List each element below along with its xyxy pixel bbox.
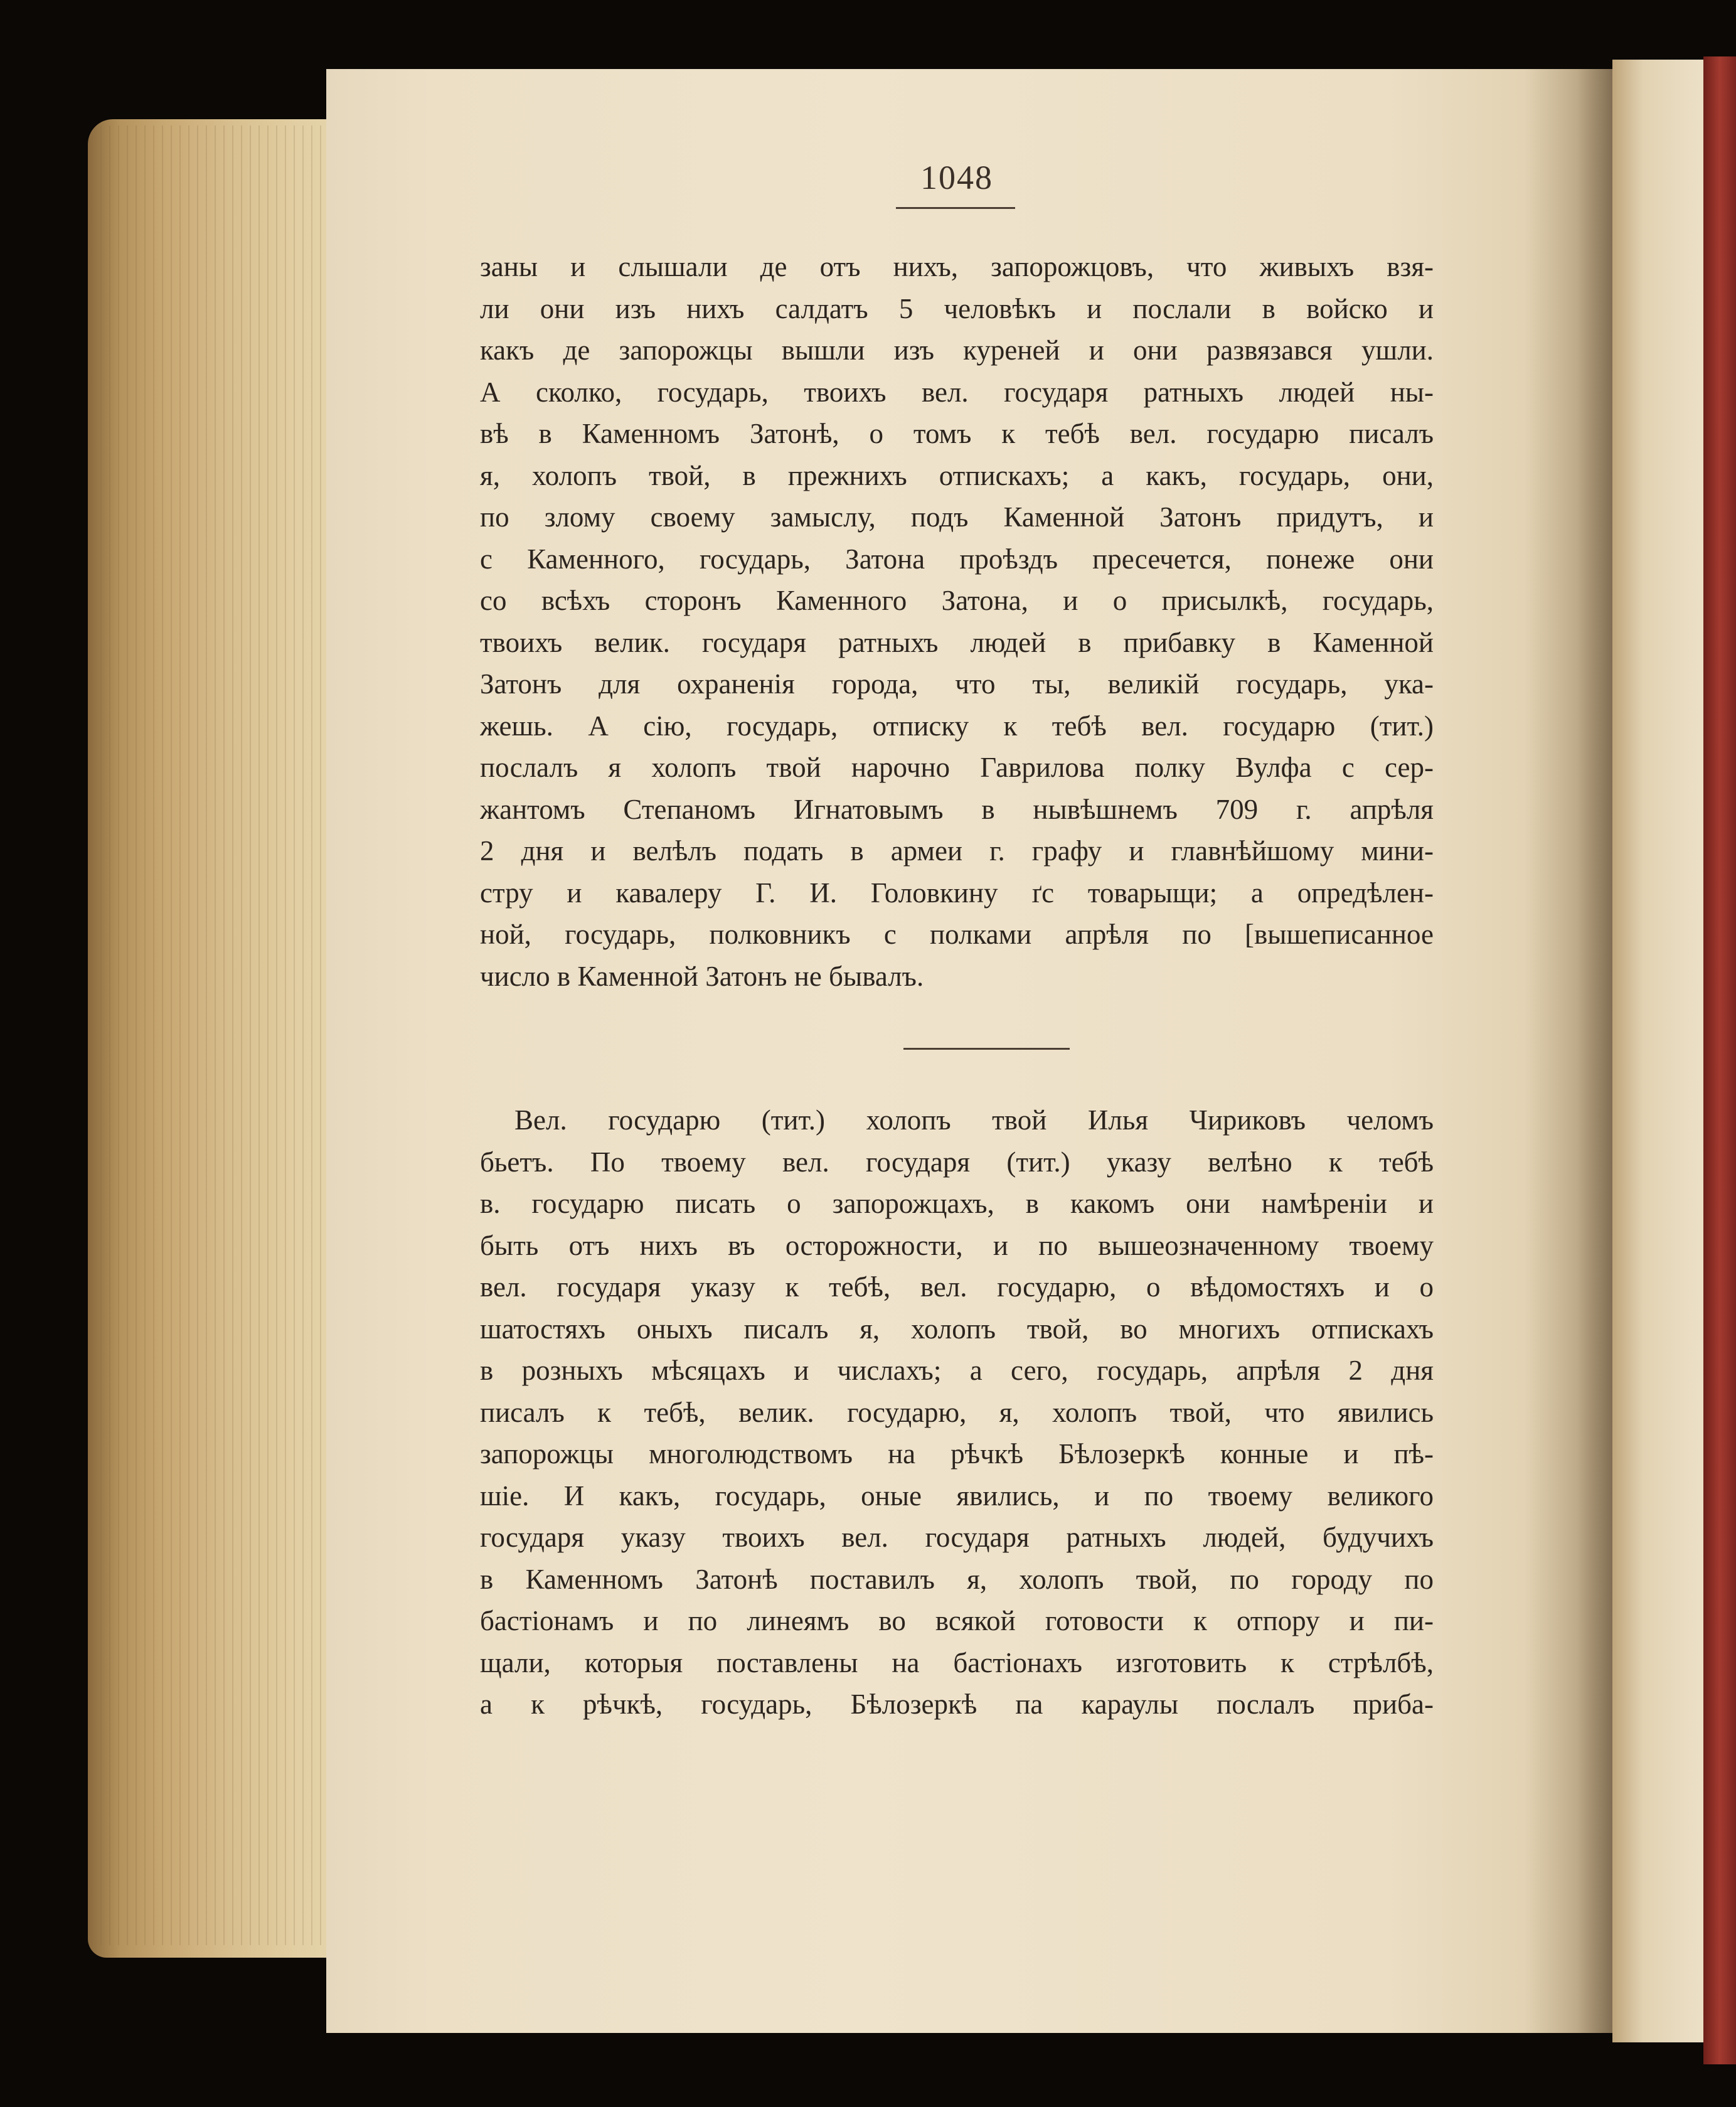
text-line: Вел. государю (тит.) холопъ твой Илья Чириковъ челомъ	[514, 1104, 1434, 1136]
page-number-rule	[896, 207, 1015, 209]
text-line: 2 дня и велѣлъ подать в армеи г. графу и главнѣйшому мини-	[480, 835, 1434, 867]
red-binding	[1703, 56, 1736, 2064]
text-line: быть отъ нихъ въ осторожности, и по вышеозначенному твоему	[480, 1229, 1434, 1261]
text-line: со всѣхъ сторонъ Каменного Затона, и о присылкѣ, государь,	[480, 585, 1434, 616]
page-gutter-shadow	[1525, 69, 1612, 2033]
text-line: в Каменномъ Затонѣ поставилъ я, холопъ твой, по городу по	[480, 1563, 1434, 1595]
text-line: твоихъ велик. государя ратныхъ людей в прибавку в Каменной	[480, 626, 1434, 658]
text-line: А сколко, государь, твоихъ вел. государя ратныхъ людей ны-	[480, 376, 1434, 408]
text-line: шіе. И какъ, государь, оные явились, и по твоему великого	[480, 1480, 1434, 1512]
text-line: заны и слышали де отъ нихъ, запорожцовъ, что живыхъ взя-	[480, 251, 1434, 282]
text-line: жантомъ Степаномъ Игнатовымъ в нывѣшнемъ 709 г. апрѣля	[480, 793, 1434, 825]
text-line: бьетъ. По твоему вел. государя (тит.) указу велѣно к тебѣ	[480, 1146, 1434, 1178]
page-edge-lines	[100, 125, 339, 1945]
text-line: ной, государь, полковникъ с полками апрѣля по [вышеписанное	[480, 919, 1434, 950]
text-line: щали, которыя поставлены на бастіонахъ изготовить к стрѣлбѣ,	[480, 1646, 1434, 1678]
text-line: какъ де запорожцы вышли изъ куреней и они развязався ушли.	[480, 334, 1434, 366]
text-line: запорожцы многолюдствомъ на рѣчкѣ Бѣлозеркѣ конные и пѣ-	[480, 1438, 1434, 1470]
text-line: Затонъ для охраненія города, что ты, великій государь, ука-	[480, 668, 1434, 700]
text-line: жешь. А сію, государь, отписку к тебѣ вел. государю (тит.)	[480, 710, 1434, 742]
text-line: вел. государя указу к тебѣ, вел. государю, о вѣдомостяхъ и о	[480, 1271, 1434, 1303]
text-line: стру и кавалеру Г. И. Головкину ґс товарыщи; а опредѣлен-	[480, 877, 1434, 909]
text-line: вѣ в Каменномъ Затонѣ, о томъ к тебѣ вел. государю писалъ	[480, 418, 1434, 449]
section-separator	[903, 1048, 1070, 1050]
text-line: по злому своему замыслу, подъ Каменной Затонъ придутъ, и	[480, 501, 1434, 533]
text-line: в. государю писать о запорожцахъ, в какомъ они намѣреніи и	[480, 1188, 1434, 1219]
paragraph-continued	[480, 246, 1434, 997]
paragraph-letter	[480, 1099, 1434, 1726]
text-line: число в Каменной Затонъ не бывалъ.	[480, 960, 924, 992]
text-line: писалъ к тебѣ, велик. государю, я, холопъ твой, что явились	[480, 1396, 1434, 1428]
text-line: государя указу твоихъ вел. государя ратныхъ людей, будучихъ	[480, 1522, 1434, 1553]
text-line: бастіонамъ и по линеямъ во всякой готовости к отпору и пи-	[480, 1605, 1434, 1636]
text-line: в розныхъ мѣсяцахъ и числахъ; а сего, государь, апрѣля 2 дня	[480, 1355, 1434, 1386]
text-line: шатостяхъ оныхъ писалъ я, холопъ твой, во многихъ отпискахъ	[480, 1313, 1434, 1345]
page-number: 1048	[920, 159, 993, 196]
text-line: ли они изъ нихъ салдатъ 5 человѣкъ и послали в войско и	[480, 292, 1434, 324]
text-line: послалъ я холопъ твой нарочно Гаврилова полку Вулфа с сер-	[480, 752, 1434, 783]
text-line: а к рѣчкѣ, государь, Бѣлозеркѣ па караулы послалъ приба-	[480, 1688, 1434, 1720]
text-line: я, холопъ твой, в прежнихъ отпискахъ; а какъ, государь, они,	[480, 459, 1434, 491]
text-line: с Каменного, государь, Затона проѣздъ пресечется, понеже они	[480, 543, 1434, 575]
